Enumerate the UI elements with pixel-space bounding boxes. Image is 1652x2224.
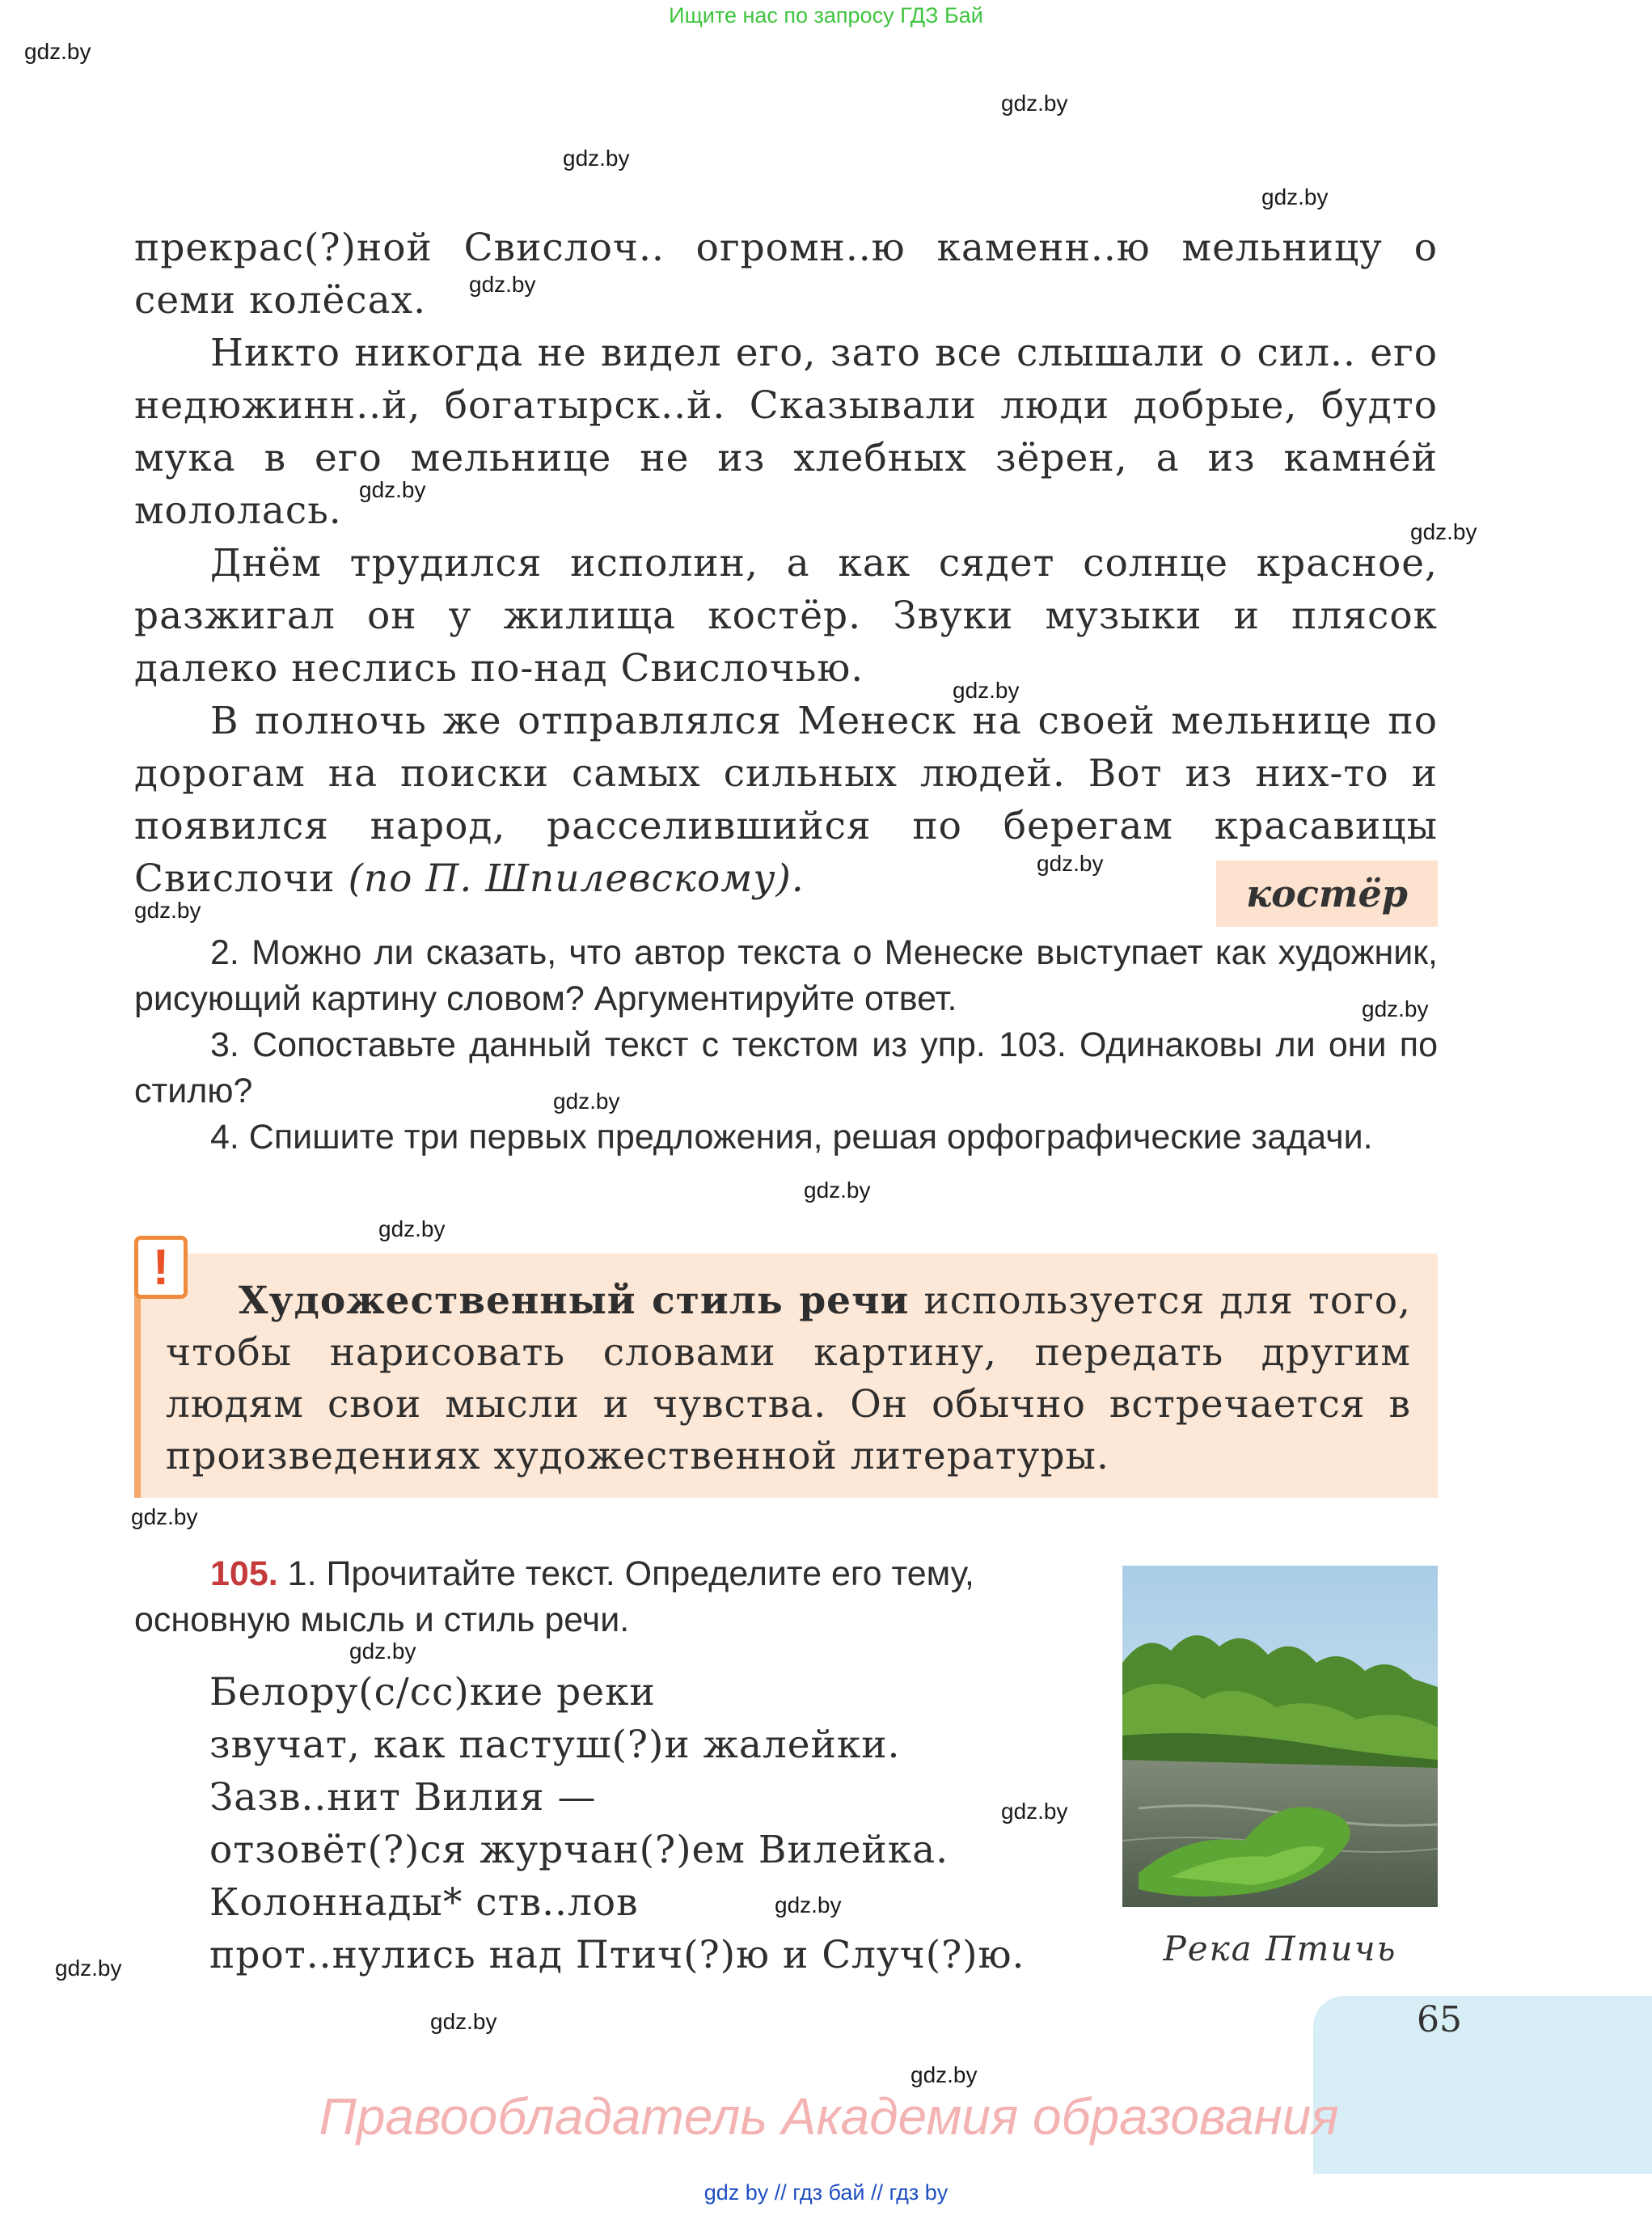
watermark: gdz.by [563, 146, 630, 171]
watermark: gdz.by [55, 1956, 122, 1981]
watermark: gdz.by [775, 1892, 842, 1917]
poem-line: Белору(с/сс)кие реки [209, 1670, 656, 1715]
watermark: gdz.by [1261, 184, 1329, 209]
watermark: gdz.by [378, 1216, 446, 1241]
rule-term: Художественный стиль речи [239, 1279, 910, 1323]
poem-line: звучат, как пастуш(?)и жалейки. [209, 1723, 901, 1767]
story-paragraph-4-text: В полночь же отправлялся Менеск на своей мельнице по дорогам на поиски самых сильных людей. Вот из них-то и появился народ, расселившийся по берегам красавицы Свислочи [134, 699, 1438, 901]
poem-line: Колоннады* ств..лов [209, 1880, 639, 1925]
watermark: gdz.by [349, 1638, 416, 1664]
poem-line: отзовёт(?)ся журчан(?)ем Вилейка. [209, 1828, 949, 1872]
rule-definition: используется для того, чтобы нарисовать словами картину, передать другим людям свои мысли и чувства. Он обычно встречается в произведениях художественной литературы. [166, 1279, 1411, 1478]
watermark: gdz.by [359, 477, 426, 502]
watermark: gdz.by [953, 678, 1020, 703]
question-4: 4. Спишите три первых предложения, решая орфографические задачи. [210, 1118, 1373, 1156]
poem [209, 1666, 1025, 1981]
watermark: gdz.by [553, 1089, 620, 1114]
watermark: gdz.by [469, 272, 536, 297]
page-number: 65 [1417, 1999, 1462, 2040]
watermark: gdz.by [1037, 851, 1104, 876]
exercise-task: 1. Прочитайте текст. Определите его тему, основную мысль и стиль речи. [134, 1554, 974, 1639]
story-paragraph-3: Днём трудился исполин, а как сядет солнце красное, разжигал он у жилища костёр. Звуки музыки и плясок далеко неслись по-над Свислочью. [134, 541, 1438, 691]
story-text [134, 222, 1438, 905]
vocabulary-word-box: костёр [1216, 860, 1438, 927]
watermark: gdz.by [131, 1504, 198, 1529]
question-2: 2. Можно ли сказать, что автор текста о Менеске выступает как художник, рисующий картину словом? Аргументируйте ответ. [134, 933, 1438, 1018]
watermark: gdz.by [804, 1178, 871, 1203]
watermark: gdz.by [1362, 996, 1429, 1021]
story-line-1: прекрас(?)ной Свислоч.. огромн..ю каменн..ю мельницу о семи колёсах. [134, 226, 1438, 323]
river-photo [1122, 1566, 1438, 1907]
watermark: gdz.by [24, 39, 91, 64]
copyright-notice: Правообладатель Академия образования [319, 2087, 1339, 2146]
poem-line: Зазв..нит Вилия — [209, 1775, 597, 1820]
exercise-number: 105. [210, 1554, 278, 1593]
photo-caption: Река Птичь [1163, 1929, 1397, 1968]
exercise-heading [134, 1551, 1088, 1643]
watermark: gdz.by [430, 2009, 497, 2034]
search-hint[interactable]: Ищите нас по запросу ГДЗ Бай [669, 3, 983, 27]
rule-text [166, 1275, 1411, 1482]
watermark: gdz.by [911, 2062, 978, 2087]
questions-list [134, 930, 1438, 1161]
watermark: gdz.by [1410, 519, 1477, 544]
exclamation-icon: ! [134, 1236, 188, 1299]
watermark: gdz.by [1001, 91, 1068, 116]
story-paragraph-2: Никто никогда не видел его, зато все слышали о сил.. его недюжинн..й, богатырск..й. Сказывали люди добрые, будто мука в его мельнице не из хлебных зёрен, а из камне́й мололась. [134, 331, 1438, 533]
watermark: gdz.by [1001, 1799, 1068, 1824]
question-3: 3. Сопоставьте данный текст с текстом из упр. 103. Одинаковы ли они по стилю? [134, 1025, 1438, 1110]
poem-line: прот..нулись над Птич(?)ю и Случ(?)ю. [209, 1933, 1025, 1977]
footer-links[interactable]: gdz by // гдз бай // гдз by [703, 2180, 949, 2205]
story-source: (по П. Шпилевскому). [348, 856, 805, 901]
watermark: gdz.by [134, 898, 201, 923]
